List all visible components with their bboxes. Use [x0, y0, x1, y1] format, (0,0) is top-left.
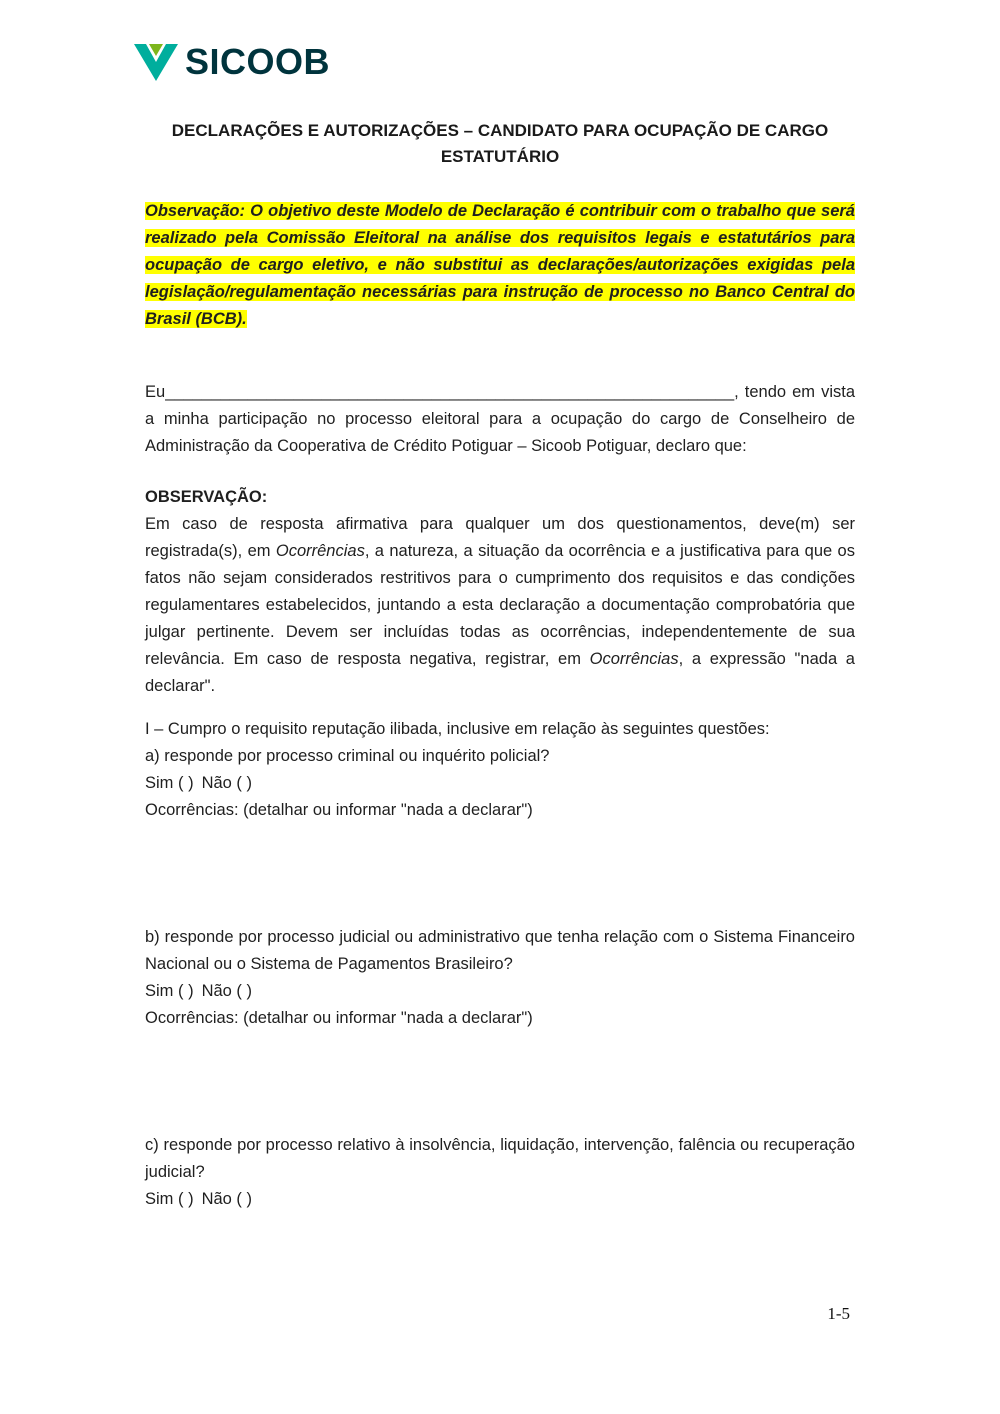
- observacao-text-3: , a expressão "nada a declarar".: [145, 650, 855, 695]
- observacao-text-2: , a natureza, a situação da ocorrência e a justificativa para que os fatos não sejam considerados restritivos para o cumprimento dos requisitos e das condições regulamentares estabelecidos, juntando a esta declaração a documentação comprobatória que julgar pertinente. Devem ser incluídas todas as ocorrências, independentemente de sua relevância. Em caso de resposta negativa, registrar, em: [145, 542, 855, 668]
- page-number: 1-5: [827, 1304, 850, 1323]
- question-c: [145, 1132, 855, 1213]
- question-b-text: b) responde por processo judicial ou administrativo que tenha relação com o Sistema Financeiro Nacional ou o Sistema de Pagamentos Brasileiro?: [145, 928, 855, 973]
- highlighted-note: [145, 198, 855, 333]
- observacao-text-1: Em caso de resposta afirmativa para qualquer um dos questionamentos, deve(m) ser registrada(s), em: [145, 515, 855, 560]
- name-blank-field[interactable]: ______________________________________________________________: [165, 383, 735, 401]
- question-b-answer-row: [145, 978, 855, 1005]
- sim-option[interactable]: Sim ( ): [145, 774, 194, 792]
- note-label: Observação:: [145, 202, 245, 220]
- question-b: [145, 924, 855, 1132]
- question-a-text: a) responde por processo criminal ou inquérito policial?: [145, 747, 550, 765]
- intro-suffix: , tendo em vista a minha participação no processo eleitoral para a ocupação do cargo de Conselheiro de Administração da Cooperativa de Crédito Potiguar – Sicoob Potiguar, declaro que:: [145, 383, 855, 455]
- ocorrencias-term-1: Ocorrências: [275, 542, 365, 560]
- nao-option[interactable]: Não ( ): [201, 1190, 253, 1208]
- observacao-body: [145, 511, 855, 700]
- question-a: [145, 743, 855, 924]
- section-i-intro: I – Cumpro o requisito reputação ilibada, inclusive em relação às seguintes questões:: [145, 720, 770, 738]
- declaration-intro: [145, 379, 855, 460]
- sicoob-logo-icon: [133, 43, 179, 81]
- question-c-text: c) responde por processo relativo à insolvência, liquidação, intervenção, falência ou recuperação judicial?: [145, 1136, 855, 1181]
- sicoob-logo: [133, 40, 855, 84]
- sim-option[interactable]: Sim ( ): [145, 1190, 194, 1208]
- nao-option[interactable]: Não ( ): [201, 982, 253, 1000]
- intro-prefix: Eu: [145, 383, 166, 401]
- document-title: DECLARAÇÕES E AUTORIZAÇÕES – CANDIDATO PARA OCUPAÇÃO DE CARGO ESTATUTÁRIO: [171, 121, 829, 166]
- question-b-ocorrencias-label: Ocorrências: (detalhar ou informar "nada a declarar"): [145, 1009, 533, 1027]
- question-b-ocorrencias-blank-area[interactable]: [145, 1032, 855, 1132]
- question-c-answer-row: [145, 1186, 855, 1213]
- ocorrencias-term-2: Ocorrências: [589, 650, 679, 668]
- question-a-ocorrencias-blank-area[interactable]: [145, 824, 855, 924]
- nao-option[interactable]: Não ( ): [201, 774, 253, 792]
- question-a-ocorrencias-label: Ocorrências: (detalhar ou informar "nada a declarar"): [145, 801, 533, 819]
- question-a-answer-row: [145, 770, 855, 797]
- sim-option[interactable]: Sim ( ): [145, 982, 194, 1000]
- note-text: O objetivo deste Modelo de Declaração é contribuir com o trabalho que será realizado pela Comissão Eleitoral na análise dos requisitos legais e estatutários para ocupação de cargo eletivo, e não substitui as declarações/autorizações exigidas pela legislação/regulamentação necessárias para instrução de processo no Banco Central do Brasil (BCB).: [145, 202, 855, 328]
- observacao-heading: OBSERVAÇÃO:: [145, 488, 268, 506]
- sicoob-wordmark: SICOOB: [185, 41, 331, 82]
